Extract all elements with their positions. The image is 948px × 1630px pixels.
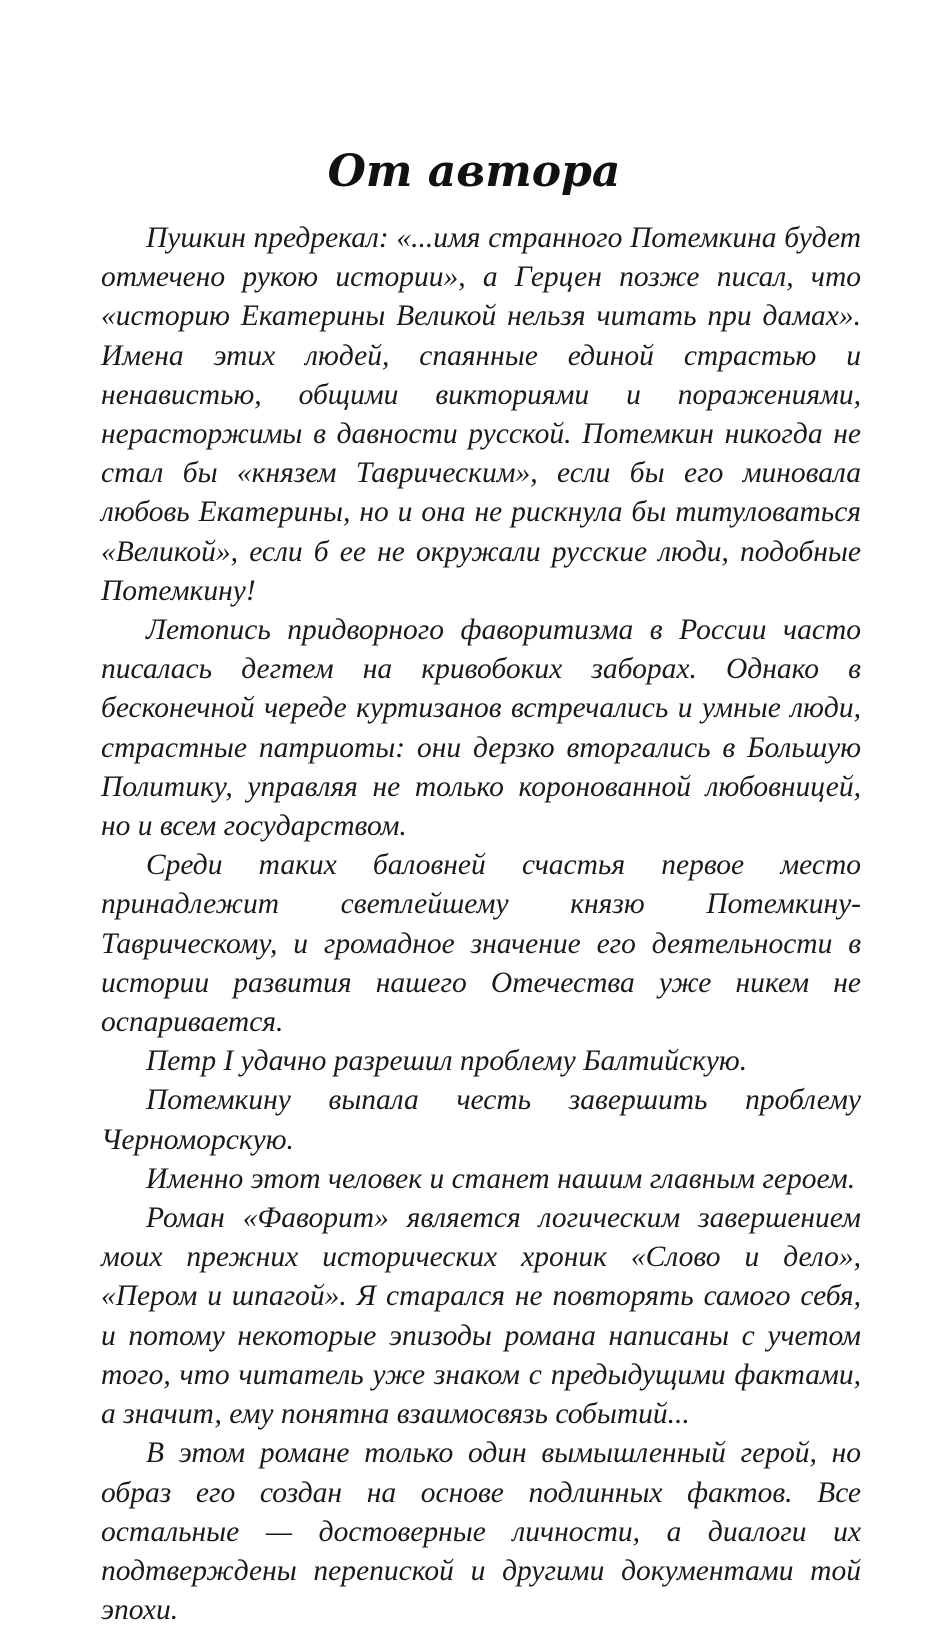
paragraph: В этом романе только один вымышленный герой, но образ его создан на основе подлинных фактов. Все остальные — достоверные личности, а диалоги их подтверждены перепиской и другими документами той эпохи. <box>101 1437 861 1627</box>
chapter-title: От автора <box>327 146 621 197</box>
paragraph: Петр I удачно разрешил проблему Балтийскую. <box>146 1045 748 1078</box>
chapter-body <box>101 219 861 1630</box>
paragraph: Пушкин предрекал: «...имя странного Потемкина будет отмечено рукою истории», а Герцен позже писал, что «историю Екатерины Великой нельзя читать при дамах». Имена этих людей, спаянные единой страстью и ненавистью, общими викториями и поражениями, нерасторжимы в давности русской. Потемкин никогда не стал бы «князем Таврическим», если бы его миновала любовь Екатерины, но и она не рискнула бы титуловаться «Великой», если б ее не окружали русские люди, подобные Потемкину! <box>101 222 861 607</box>
paragraph: Роман «Фаворит» является логическим завершением моих прежних исторических хроник «Слово и дело», «Пером и шпагой». Я старался не повторять самого себя, и потому некоторые эпизоды романа написаны с учетом того, что читатель уже знаком с предыдущими фактами, а значит, ему понятна взаимосвязь событий... <box>101 1202 861 1431</box>
paragraph: Потемкину выпала честь завершить проблему Черноморскую. <box>101 1084 861 1156</box>
paragraph: Летопись придворного фаворитизма в России часто писалась дегтем на кривобоких заборах. Однако в бесконечной череде куртизанов встречались и умные люди, страстные патриоты: они дерзко вторгались в Большую Политику, управляя не только коронованной любовницей, но и всем государством. <box>101 614 861 843</box>
paragraph: Среди таких баловней счастья первое место принадлежит светлейшему князю Потемкину-Таврическому, и громадное значение его деятельности в истории развития нашего Отечества уже никем не оспаривается. <box>101 849 861 1039</box>
paragraph: Именно этот человек и станет нашим главным героем. <box>146 1162 856 1195</box>
